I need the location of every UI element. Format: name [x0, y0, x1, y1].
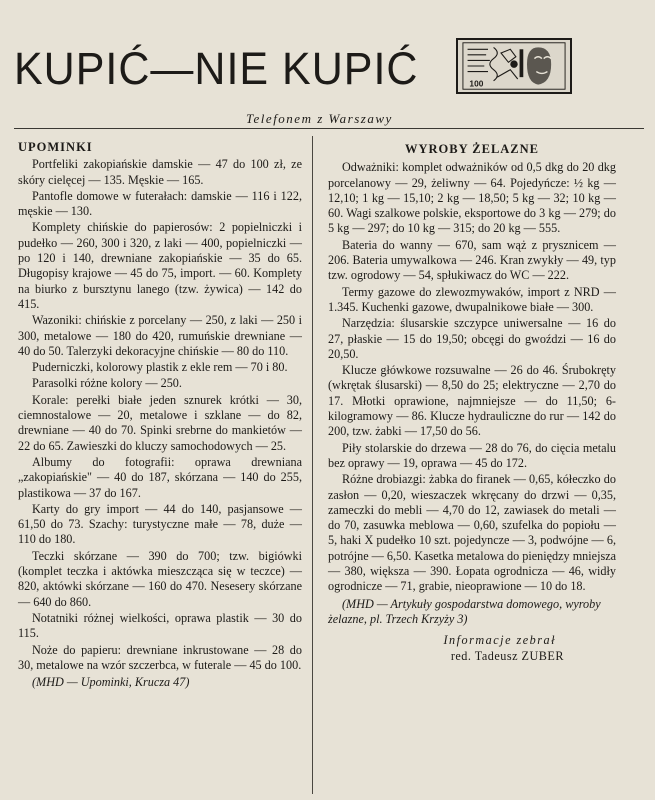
paragraph: Wazoniki: chińskie z porcelany — 250, z laki — 250 i 300, metalowe — 180 do 420, rumuńskie drewniane — 40 do 50. Talerzyki dekoracyjne chińskie — 80 do 110. — [18, 313, 302, 358]
paragraph: Bateria do wanny — 670, sam wąż z prysznicem — 206. Bateria umywalkowa — 246. Kran zwykły — 49, typ tzw. ogrodowy — 54, spłukiwacz do WC — 222. — [328, 237, 616, 283]
paragraph: Karty do gry import — 44 do 140, pasjansowe — 61,50 do 73. Szachy: turystyczne małe — 78, duże — 110 do 180. — [18, 501, 302, 547]
paragraph: Różne drobiazgi: żabka do firanek — 0,65, kółeczko do zasłon — 0,20, wieszaczek wkręcany do drzwi — 0,35, zameczki do mebli — 4,70 do 12, zawiasek do metali — do 70, zasuwka meblowa — 0,60, szufelka do popiołu — 5, haki X pudełko 10 szt. pojedyncze — 3, podwójne — 6, potrójne — 6,50. Kasetka metalowa do pieniędzy mniejsza — 380, większa — 390. Łopata ogrodnicza — 46, widły ogrodnicze — 71, grabie, nieoprawione — 10 do 18. — [328, 472, 617, 594]
paragraph: Portfeliki zakopiańskie damskie — 47 do 100 zł, ze skóry cielęcej — 135. Męskie — 165. — [18, 157, 302, 187]
credit-name: red. Tadeusz ZUBER — [450, 648, 564, 663]
column-divider — [312, 136, 313, 794]
paragraph: Parasolki różne kolory — 250. — [32, 376, 182, 391]
page-title: KUPIĆ—NIE KUPIĆ — [14, 44, 419, 95]
banknote-logo — [456, 38, 572, 94]
credit-label: Informacje zebrał — [443, 633, 556, 648]
paragraph: Pantofle domowe w futerałach: damskie — 116 i 122, męskie — 130. — [18, 188, 302, 219]
column-upominki — [18, 140, 302, 690]
paragraph: Termy gazowe do zlewozmywaków, import z NRD — 1.345. Kuchenki gazowe, dwupalnikowe białe — 300. — [328, 284, 616, 314]
section-title: UPOMINKI — [18, 140, 93, 154]
source-note: (MHD — Upominki, Krucza 47) — [32, 675, 190, 690]
paragraph: Klucze główkowe rozsuwalne — 26 do 46. Śrubokręty (wkrętak ślusarski) — 8,50 do 25; elektryczne — 2,70 do 17. Młotki oprawione, najmniejsze — do 11,50; 6-kilogramowy — 86. Klucze hydrauliczne do rur — 142 do 200, tzw. żabki — 17,50 do 56. — [328, 363, 616, 439]
byline: Telefonem z Warszawy — [246, 111, 393, 126]
paragraph: Korale: perełki białe jeden sznurek krótki — 30, ciemnostalowe — 20, metalowe i szklane — do 82, drewniane — 40 do 70. Spinki srebrne do mankietów — 22 do 65. Zawieszki do kluczy samochodowych — 25. — [18, 392, 302, 453]
paragraph: Noże do papieru: drewniane inkrustowane — 28 do 30, metalowe na wzór szczerbca, w futerale — 45 do 100. — [18, 642, 302, 672]
banknote-number: 100 — [469, 78, 484, 89]
paragraph: Odważniki: komplet odważników od 0,5 dkg do 20 dkg porcelanowy — 29, żeliwny — 64. Pojedyńcze: ½ kg — 12,10; 1 kg — 15,10; 2 kg — 18,50; 5 kg — 32; 10 kg — 60. Wagi szalkowe polskie, eksportowe do 3 kg — 279; do 5 kg — 297; do 10 kg — 315; do 20 kg — 555. — [328, 160, 616, 236]
paragraph: Narzędzia: ślusarskie szczypce uniwersalne — 16 do 27, płaskie — 15 do 19,50; obcęgi do gwoździ — 16 do 20,50. — [328, 316, 616, 361]
top-rule — [14, 128, 644, 129]
section-title: WYROBY ŻELAZNE — [404, 142, 540, 156]
source-note: (MHD — Artykuły gospodarstwa domowego, wyroby żelazne, pl. Trzech Krzyży 3) — [328, 596, 601, 626]
paragraph: Notatniki różnej wielkości, oprawa plastik — 30 do 115. — [18, 610, 302, 641]
banknote-icon — [458, 40, 570, 92]
column-wyroby-zelazne — [328, 142, 616, 664]
paragraph: Puderniczki, kolorowy plastik z ekle rem — 70 i 80. — [32, 360, 288, 375]
paragraph: Albumy do fotografii: oprawa drewniana „zakopiańskie" — 40 do 187, skórzana — 140 do 255, plastikowa — 37 do 167. — [18, 454, 302, 500]
paragraph: Komplety chińskie do papierosów: 2 popielniczki i pudełko — 260, 300 i 320, z laki — 400, popielniczki — po 120 i 140, drewniane zakopiańskie — 35 do 65. Długopisy krajowe — 45 do 75, import. — 60. Komplety na biurko z bursztynu lanego (tzw. żywica) — 142 do 415. — [18, 220, 302, 311]
paragraph: Piły stolarskie do drzewa — 28 do 76, do cięcia metalu bez oprawy — 19, oprawa — 45 do 172. — [328, 440, 616, 470]
paragraph: Teczki skórzane — 390 do 700; tzw. bigiówki (komplet teczka i aktówka mieszcząca się w teczce) — 820, aktówki skórzane — 160 do 470. Nesesery skórzane — 640 do 860. — [18, 548, 302, 609]
